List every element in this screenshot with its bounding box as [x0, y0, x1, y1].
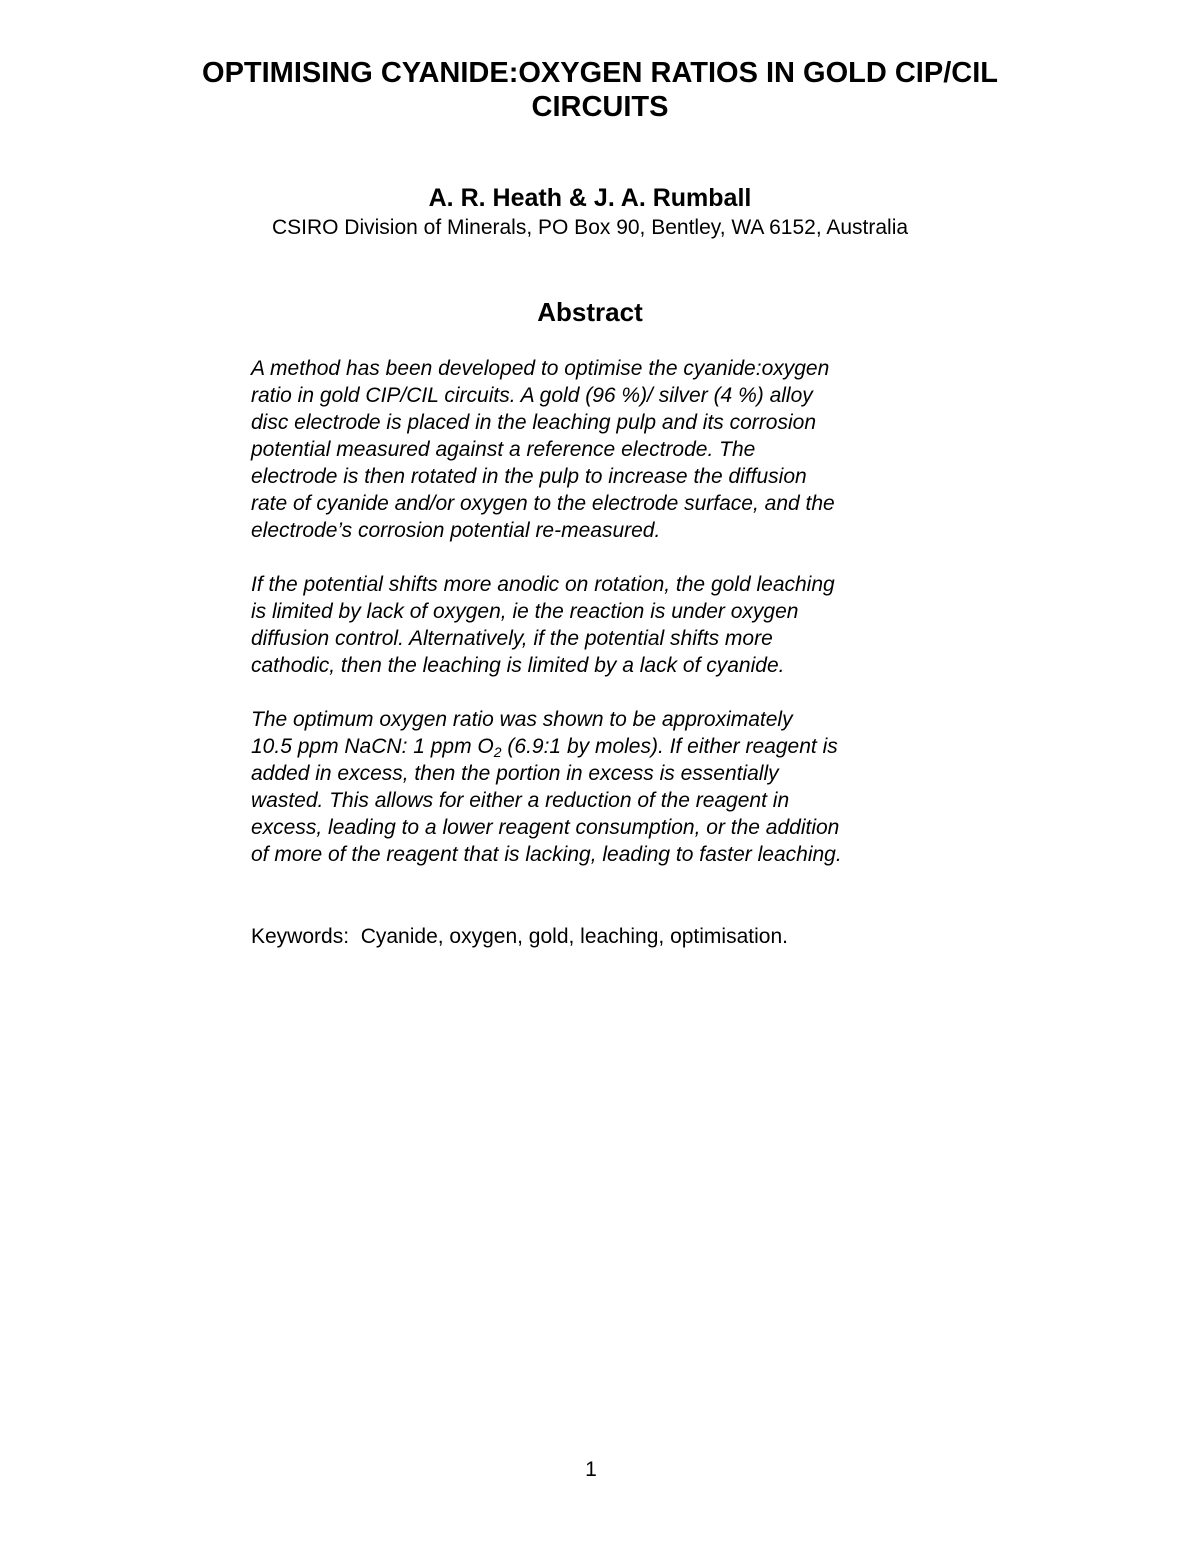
abstract-line-with-subscript [251, 733, 931, 760]
abstract-paragraph-3 [251, 706, 931, 868]
abstract-line: excess, leading to a lower reagent consumption, or the addition [251, 816, 840, 839]
abstract-line: diffusion control. Alternatively, if the potential shifts more [251, 627, 773, 650]
oxygen-subscript: 2 [493, 744, 502, 760]
abstract-paragraph-1 [251, 355, 931, 544]
authors: A. R. Heath & J. A. Rumball [428, 184, 752, 212]
ratio-text: 10.5 ppm NaCN: 1 ppm O [251, 735, 494, 758]
abstract-paragraph-2 [251, 571, 931, 679]
abstract-body [251, 355, 931, 895]
abstract-line: rate of cyanide and/or oxygen to the electrode surface, and the [251, 492, 835, 515]
page-number: 1 [585, 1458, 597, 1481]
abstract-line: If the potential shifts more anodic on rotation, the gold leaching [251, 573, 835, 596]
abstract-line: potential measured against a reference electrode. The [251, 438, 756, 461]
abstract-line: cathodic, then the leaching is limited by a lack of cyanide. [251, 654, 785, 677]
abstract-line: wasted. This allows for either a reduction of the reagent in [251, 789, 790, 812]
abstract-line: of more of the reagent that is lacking, leading to faster leaching. [251, 843, 842, 866]
abstract-line: disc electrode is placed in the leaching pulp and its corrosion [251, 411, 817, 434]
abstract-line: ratio in gold CIP/CIL circuits. A gold (96 %)/ silver (4 %) alloy [251, 384, 813, 407]
abstract-line: The optimum oxygen ratio was shown to be approximately [251, 708, 793, 731]
affiliation: CSIRO Division of Minerals, PO Box 90, Bentley, WA 6152, Australia [271, 216, 909, 239]
abstract-line: added in excess, then the portion in excess is essentially [251, 762, 779, 785]
keywords: Keywords: Cyanide, oxygen, gold, leaching, optimisation. [251, 925, 788, 948]
title-line: CIRCUITS [531, 91, 669, 123]
ratio-text-continued: (6.9:1 by moles). If either reagent is [501, 735, 838, 758]
abstract-line: electrode’s corrosion potential re-measured. [251, 519, 661, 542]
abstract-line: A method has been developed to optimise the cyanide:oxygen [251, 357, 830, 380]
abstract-heading: Abstract [537, 297, 643, 327]
abstract-line: electrode is then rotated in the pulp to increase the diffusion [251, 465, 807, 488]
abstract-line: is limited by lack of oxygen, ie the reaction is under oxygen [251, 600, 799, 623]
title-line: OPTIMISING CYANIDE:OXYGEN RATIOS IN GOLD CIP/CIL [202, 57, 998, 89]
paper-title [100, 56, 1100, 124]
